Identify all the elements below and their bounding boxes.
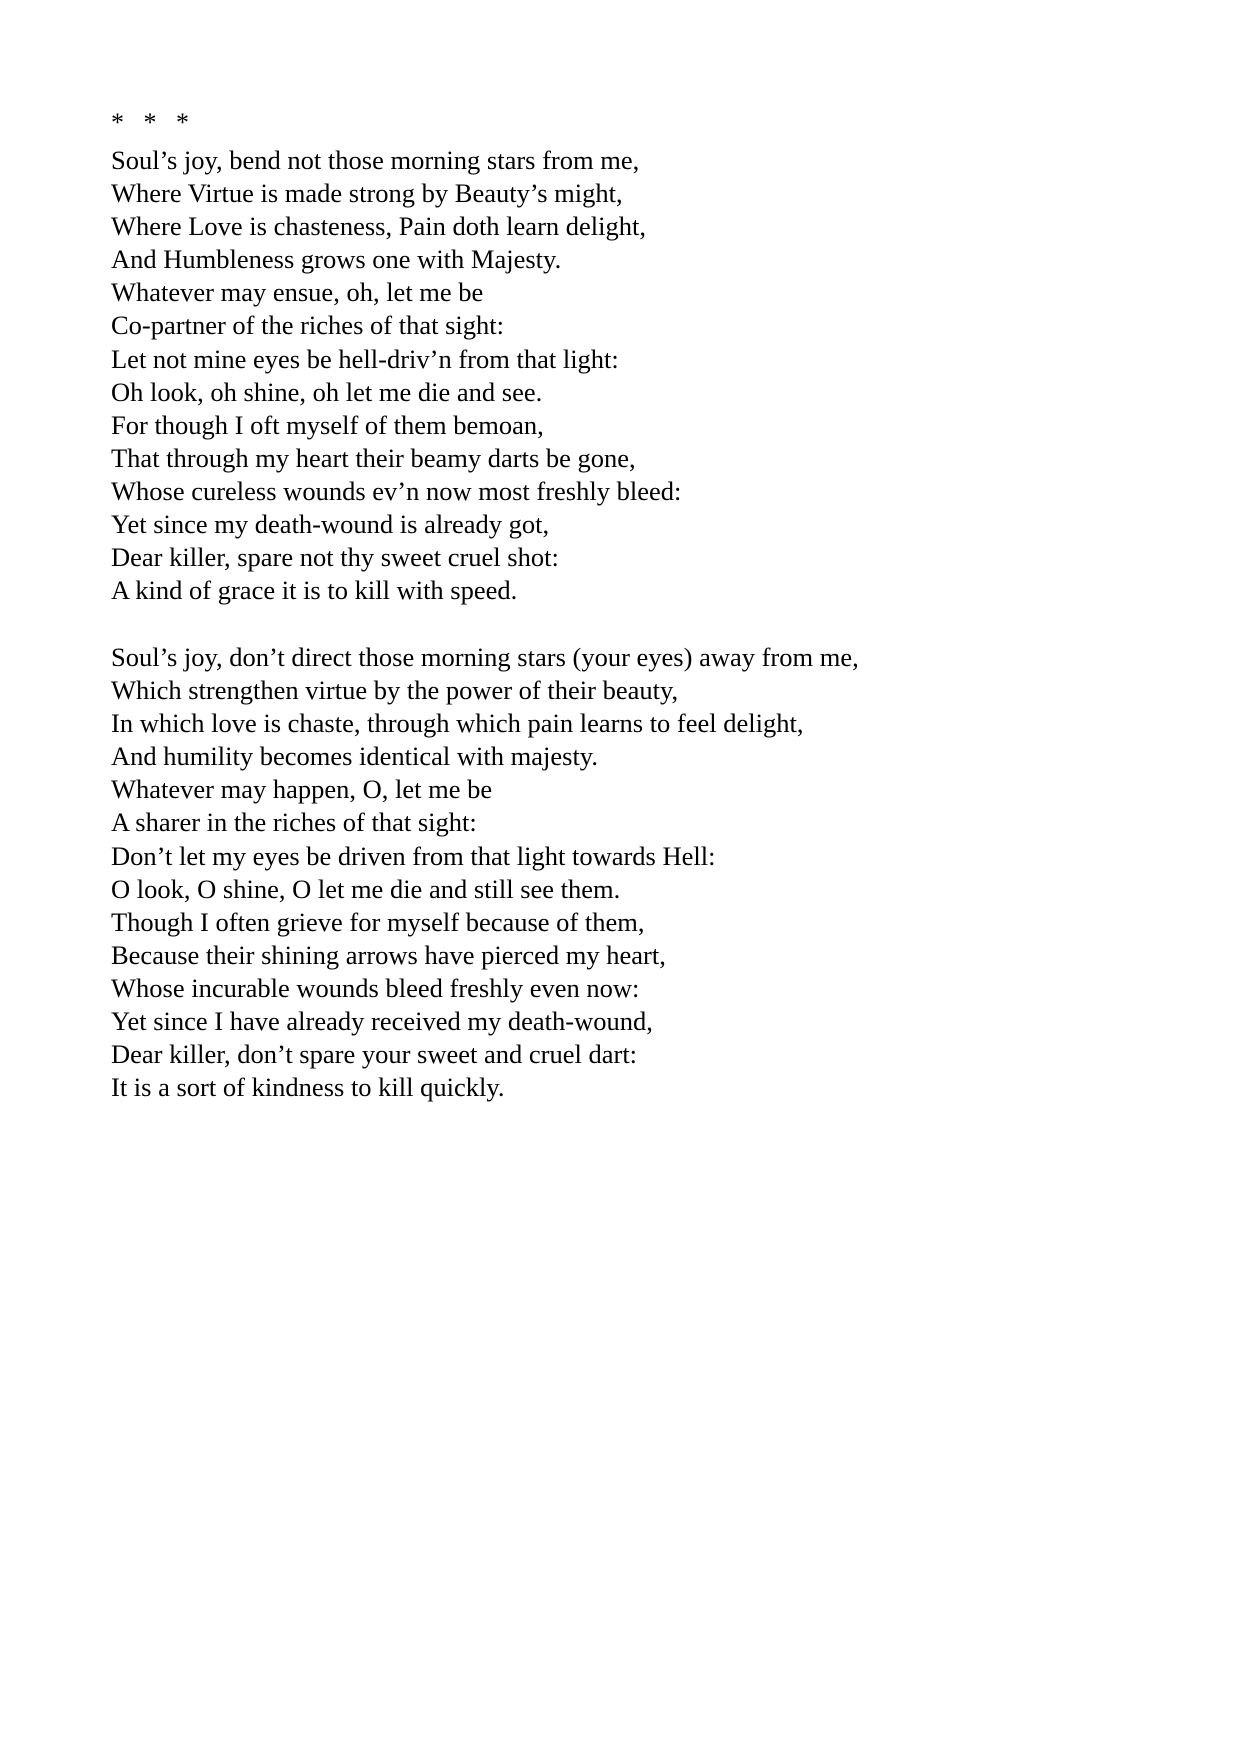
paraphrase-line: Whose incurable wounds bleed freshly even now: [111, 972, 640, 1003]
poem-line: Soul’s joy, bend not those morning stars from me, [111, 145, 640, 175]
poem-line: Dear killer, spare not thy sweet cruel shot: [111, 542, 559, 573]
poem-line: Yet since my death-wound is already got, [111, 509, 550, 540]
paraphrase-line: Because their shining arrows have pierced my heart, [111, 939, 666, 970]
paraphrase-line: In which love is chaste, through which pain learns to feel delight, [111, 708, 804, 739]
paraphrase-line: Though I often grieve for myself because of them, [111, 906, 645, 937]
poem-line: And Humbleness grows one with Majesty. [111, 244, 562, 275]
poem-line: Whatever may ensue, oh, let me be [111, 277, 484, 308]
poem-line: Whose cureless wounds ev’n now most freshly bleed: [111, 475, 682, 506]
poem-paraphrase-stanza [111, 641, 859, 1104]
poem-line: A kind of grace it is to kill with speed. [111, 575, 518, 606]
paraphrase-line: Which strengthen virtue by the power of their beauty, [111, 675, 679, 706]
paraphrase-line: And humility becomes identical with majesty. [111, 741, 598, 772]
paraphrase-line: Dear killer, don’t spare your sweet and cruel dart: [111, 1039, 638, 1070]
poem-line: That through my heart their beamy darts be gone, [111, 442, 636, 473]
paraphrase-line: O look, O shine, O let me die and still see them. [111, 873, 621, 904]
poem-line: For though I oft myself of them bemoan, [111, 409, 544, 440]
paraphrase-line: Whatever may happen, O, let me be [111, 774, 493, 805]
poem-line: Oh look, oh shine, oh let me die and see. [111, 376, 543, 407]
poem-line: Co-partner of the riches of that sight: [111, 310, 504, 341]
poem-line: Where Love is chasteness, Pain doth learn delight, [111, 211, 646, 242]
section-separator: * * * [111, 108, 189, 137]
paraphrase-line: It is a sort of kindness to kill quickly. [111, 1072, 505, 1103]
paraphrase-line: Don’t let my eyes be driven from that light towards Hell: [111, 840, 716, 871]
poem-original-stanza [111, 144, 681, 607]
poem-line: Let not mine eyes be hell-driv’n from that light: [111, 343, 619, 374]
paraphrase-line: Soul’s joy, don’t direct those morning stars (your eyes) away from me, [111, 642, 859, 672]
paraphrase-line: A sharer in the riches of that sight: [111, 807, 477, 838]
paraphrase-line: Yet since I have already received my death-wound, [111, 1006, 653, 1037]
poem-line: Where Virtue is made strong by Beauty’s might, [111, 178, 623, 209]
